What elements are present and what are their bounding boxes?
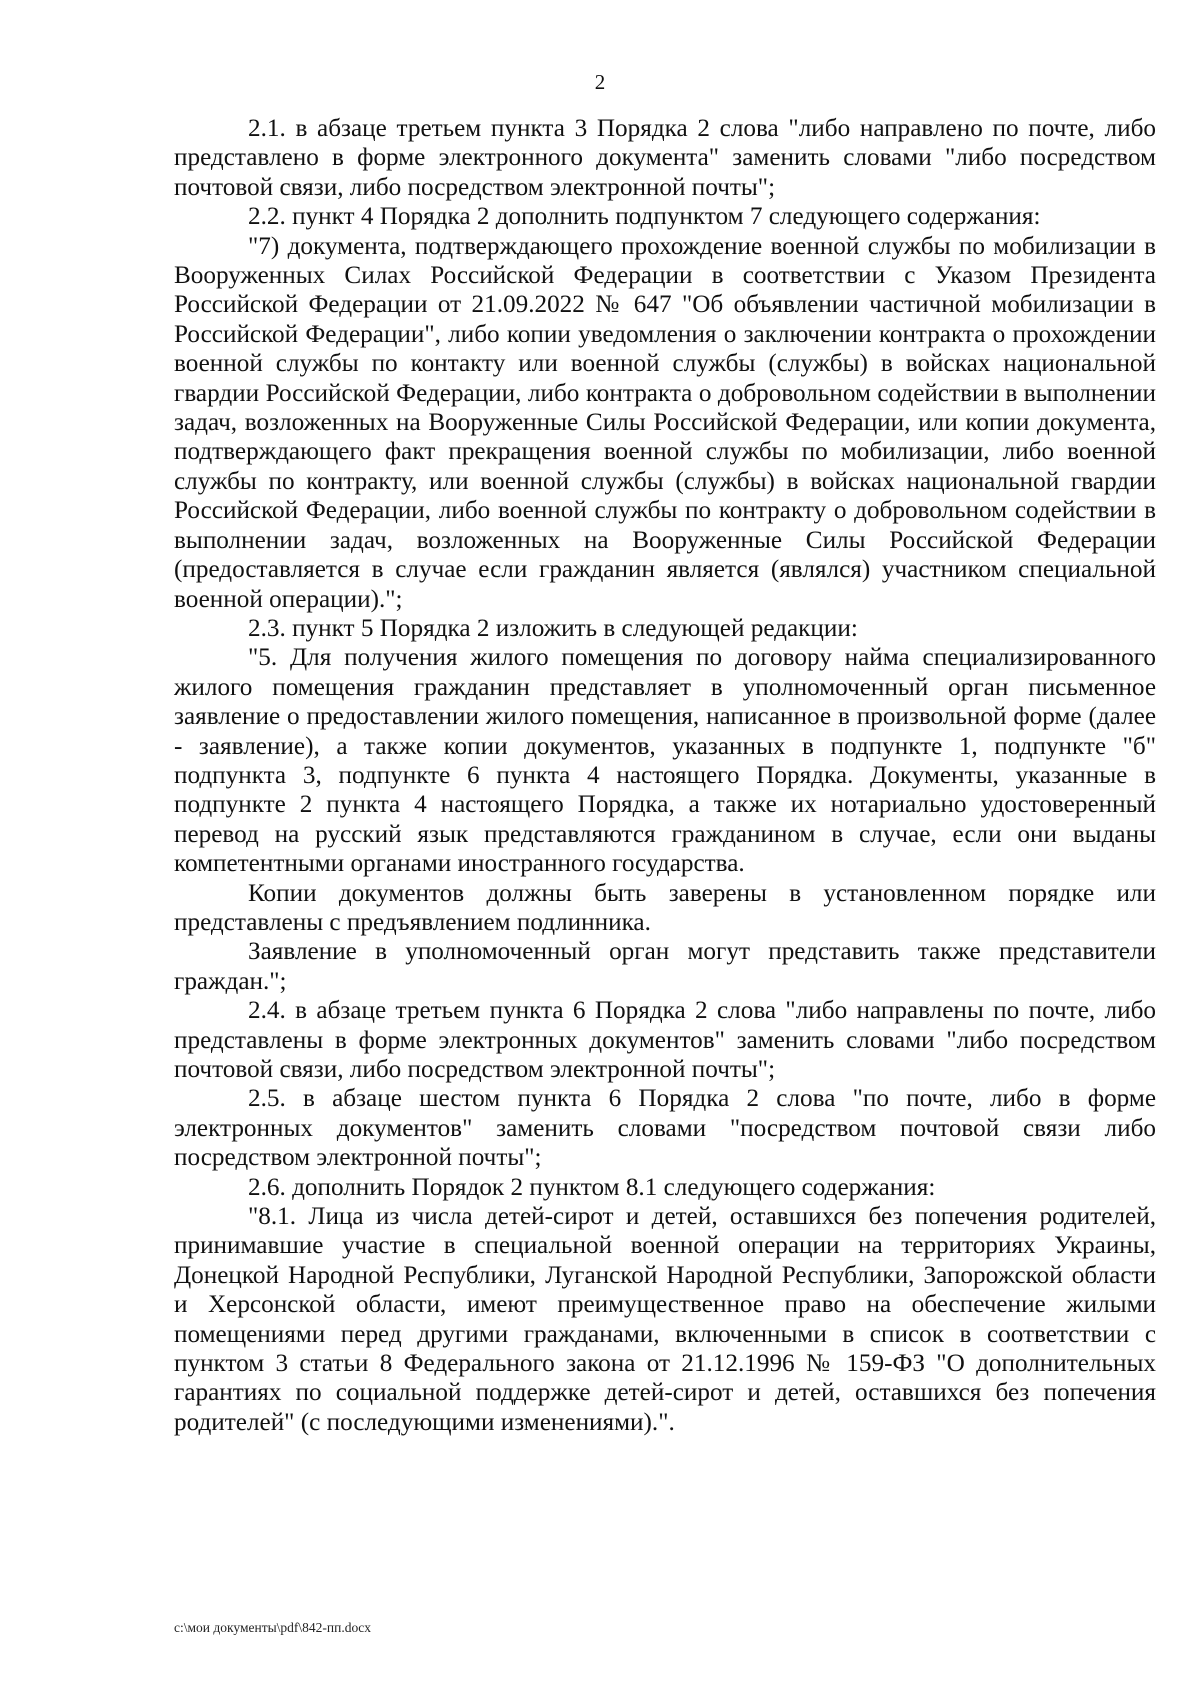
paragraph-2-6: 2.6. дополнить Порядок 2 пунктом 8.1 следующего содержания: — [248, 1173, 936, 1201]
paragraph-copies: Копии документов должны быть заверены в установленном порядке или представлены с предъявлением подлинника. — [174, 879, 1156, 936]
paragraph-2-1: 2.1. в абзаце третьем пункта 3 Порядка 2 слова "либо направлено по почте, либо представлено в форме электронного документа" заменить словами "либо посредством почтовой связи, либо посредством электронной почты"; — [174, 115, 1156, 201]
paragraph-2-5: 2.5. в абзаце шестом пункта 6 Порядка 2 слова "по почте, либо в форме электронных документов" заменить словами "посредством почтовой связи либо посредством электронной почты"; — [174, 1085, 1156, 1172]
paragraph-item-8-1: "8.1. Лица из числа детей-сирот и детей, оставшихся без попечения родителей, принимавшие участие в специальной военной операции на территориях Украины, Донецкой Народной Республики, Луганской Народной Республики, Запорожской области и Херсонской области, имеют преимущественное право на обеспечение жилыми помещениями перед другими гражданами, включенными в список в соответствии с пунктом 3 статьи 8 Федерального закона от 21.12.1996 № 159-ФЗ "О дополнительных гарантиях по социальной поддержке детей-сирот и детей, оставшихся без попечения родителей" (с последующими изменениями).". — [174, 1203, 1156, 1436]
paragraph-item-5: "5. Для получения жилого помещения по договору найма специализированного жилого помещения гражданин представляет в уполномоченный орган письменное заявление о предоставлении жилого помещения, написанное в произвольной форме (далее - заявление), а также копии документов, указанных в подпункте 1, подпункте "б" подпункта 3, подпункте 6 пункта 4 настоящего Порядка. Документы, указанные в подпункте 2 пункта 4 настоящего Порядка, а также их нотариально удостоверенный перевод на русский язык представляются гражданином в случае, если они выданы компетентными органами иностранного государства. — [174, 644, 1156, 878]
paragraph-2-4: 2.4. в абзаце третьем пункта 6 Порядка 2 слова "либо направлены по почте, либо представлены в форме электронных документов" заменить словами "либо посредством почтовой связи, либо посредством электронной почты"; — [174, 997, 1156, 1083]
page-number: 2 — [594, 70, 606, 94]
document-body — [174, 114, 1156, 1437]
paragraph-2-2: 2.2. пункт 4 Порядка 2 дополнить подпунктом 7 следующего содержания: — [248, 203, 1041, 231]
file-path-footer: c:\мои документы\pdf\842-пп.docx — [174, 1620, 371, 1635]
paragraph-application: Заявление в уполномоченный орган могут представить также представители граждан."; — [174, 938, 1156, 995]
paragraph-subitem-7: "7) документа, подтверждающего прохождение военной службы по мобилизации в Вооруженных Силах Российской Федерации в соответствии с Указом Президента Российской Федерации от 21.09.2022 № 647 "Об объявлении частичной мобилизации в Российской Федерации", либо копии уведомления о заключении контракта о прохождении военной службы по контакту или военной службы (службы) в войсках национальной гвардии Российской Федерации, либо контракта о добровольном содействии в выполнении задач, возложенных на Вооруженные Силы Российской Федерации, или копии документа, подтверждающего факт прекращения военной службы по мобилизации, либо военной службы по контракту, или военной службы (службы) в войсках национальной гвардии Российской Федерации, либо военной службы по контракту о добровольном содействии в выполнении задач, возложенных на Вооруженные Силы Российской Федерации (предоставляется в случае если гражданин является (являлся) участником специальной военной операции)."; — [174, 232, 1156, 613]
paragraph-2-3: 2.3. пункт 5 Порядка 2 изложить в следующей редакции: — [248, 614, 858, 642]
